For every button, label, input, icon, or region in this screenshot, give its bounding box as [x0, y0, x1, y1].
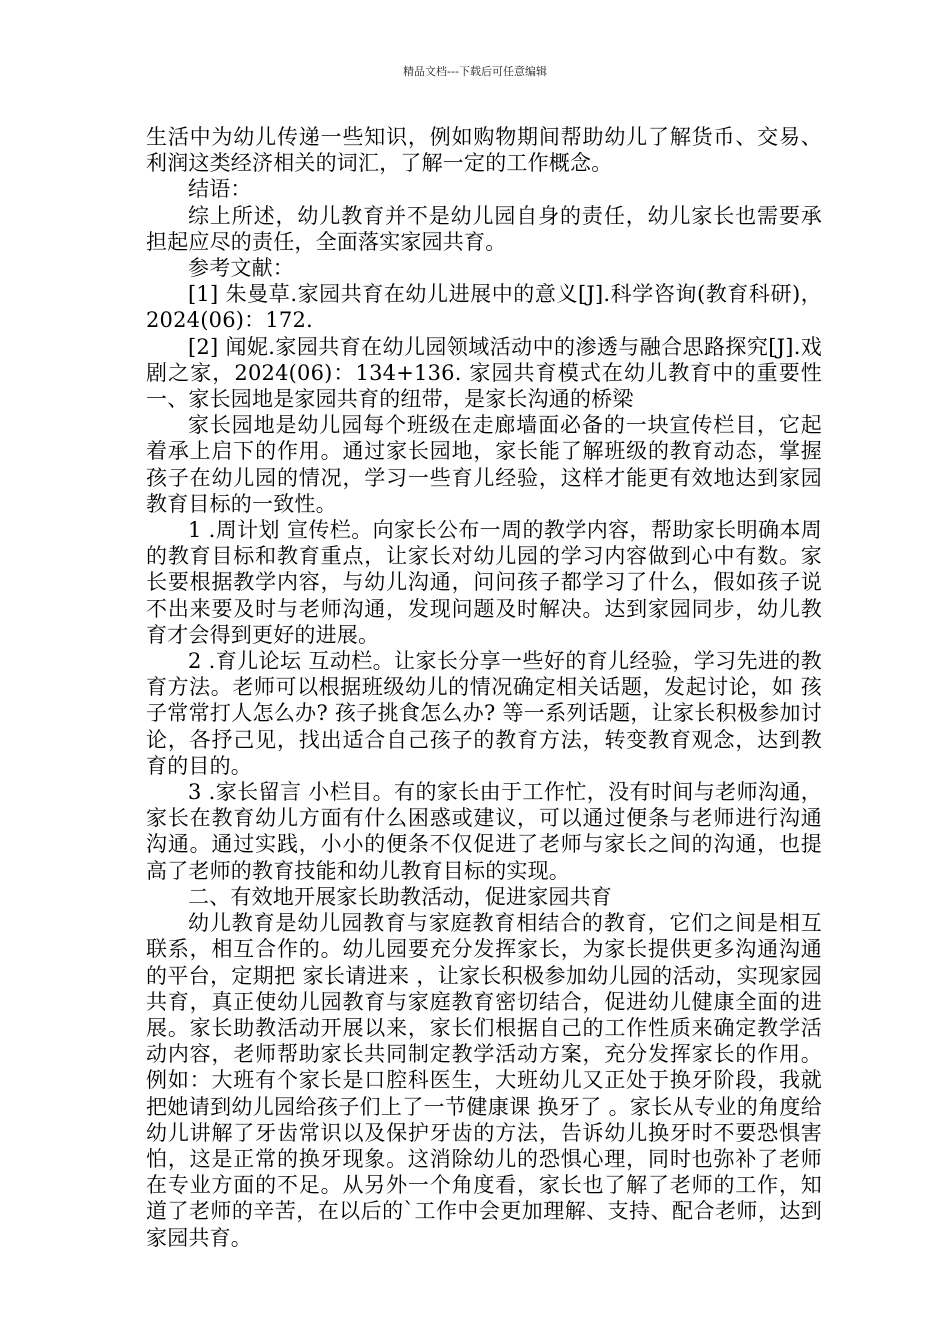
paragraph-intro-continuation: 生活中为幼儿传递一些知识，例如购物期间帮助幼儿了解货币、交易、利润这类经济相关的词汇，了解一定的工作概念。 — [146, 125, 822, 176]
paragraph-reference-1: [1] 朱曼草.家园共育在幼儿进展中的意义[J].科学咨询(教育科研)，2024(06)：172. — [146, 282, 822, 333]
paragraph-reference-2: [2] 闻妮.家园共育在幼儿园领域活动中的渗透与融合思路探究[J].戏剧之家，2024(06)：134+136. 家园共育模式在幼儿教育中的重要性 一、家长园地是家园共育的纽带，是家长沟通的桥梁 — [146, 334, 822, 412]
paragraph-references-heading: 参考文献： — [188, 256, 294, 281]
paragraph-parent-corner: 家长园地是幼儿园每个班级在走廊墙面必备的一块宣传栏目，它起着承上启下的作用。通过家长园地，家长能了解班级的教育动态，掌握孩子在幼儿园的情况，学习一些育儿经验，这样才能更有效地达到家园教育目标的一致性。 — [146, 413, 822, 516]
paragraph-conclusion-heading: 结语： — [188, 177, 252, 202]
paragraph-parent-message: 3 .家长留言 小栏目。有的家长由于工作忙，没有时间与老师沟通，家长在教育幼儿方面有什么困惑或建议，可以通过便条与老师进行沟通沟通。通过实践，小小的便条不仅促进了老师与家长之间的沟通，也提高了老师的教育技能和幼儿教育目标的实现。 — [146, 780, 822, 883]
document-body — [146, 124, 822, 1251]
paragraph-section-two-heading: 二、有效地开展家长助教活动，促进家园共育 — [188, 884, 612, 909]
page-header-note: 精品文档---下载后可任意编辑 — [403, 65, 547, 78]
paragraph-parenting-forum: 2 .育儿论坛 互动栏。让家长分享一些好的育儿经验，学习先进的教育方法。老师可以根据班级幼儿的情况确定相关话题，发起讨论，如 孩子常常打人怎么办? 孩子挑食怎么办? 等一系列话题，让家长积极参加讨论，各抒己见，找出适合自己孩子的教育方法，转变教育观念，达到教育的目的。 — [146, 649, 822, 778]
paragraph-conclusion: 综上所述，幼儿教育并不是幼儿园自身的责任，幼儿家长也需要承担起应尽的责任，全面落实家园共育。 — [146, 203, 822, 254]
paragraph-weekly-plan: 1 .周计划 宣传栏。向家长公布一周的教学内容，帮助家长明确本周的教育目标和教育重点，让家长对幼儿园的学习内容做到心中有数。家长要根据教学内容，与幼儿沟通，问问孩子都学习了什么，假如孩子说不出来要及时与老师沟通，发现问题及时解决。达到家园同步，幼儿教育才会得到更好的进展。 — [146, 518, 822, 647]
paragraph-section-two-body: 幼儿教育是幼儿园教育与家庭教育相结合的教育，它们之间是相互联系，相互合作的。幼儿园要充分发挥家长，为家长提供更多沟通沟通的平台，定期把 家长请进来 ，让家长积极参加幼儿园的活动，实现家园共育，真正使幼儿园教育与家庭教育密切结合，促进幼儿健康全面的进展。家长助教活动开展以来，家长们根据自己的工作性质来确定教学活动内容，老师帮助家长共同制定教学活动方案，充分发挥家长的作用。例如：大班有个家长是口腔科医生，大班幼儿又正处于换牙阶段，我就把她请到幼儿园给孩子们上了一节健康课 换牙了 。家长从专业的角度给幼儿讲解了牙齿常识以及保护牙齿的方法，告诉幼儿换牙时不要恐惧害怕，这是正常的换牙现象。这消除幼儿的恐惧心理，同时也弥补了老师在专业方面的不足。从另外一个角度看，家长也了解了老师的工作，知道了老师的辛苦，在以后的`工作中会更加理解、支持、配合老师，达到家园共育。 — [146, 911, 822, 1250]
